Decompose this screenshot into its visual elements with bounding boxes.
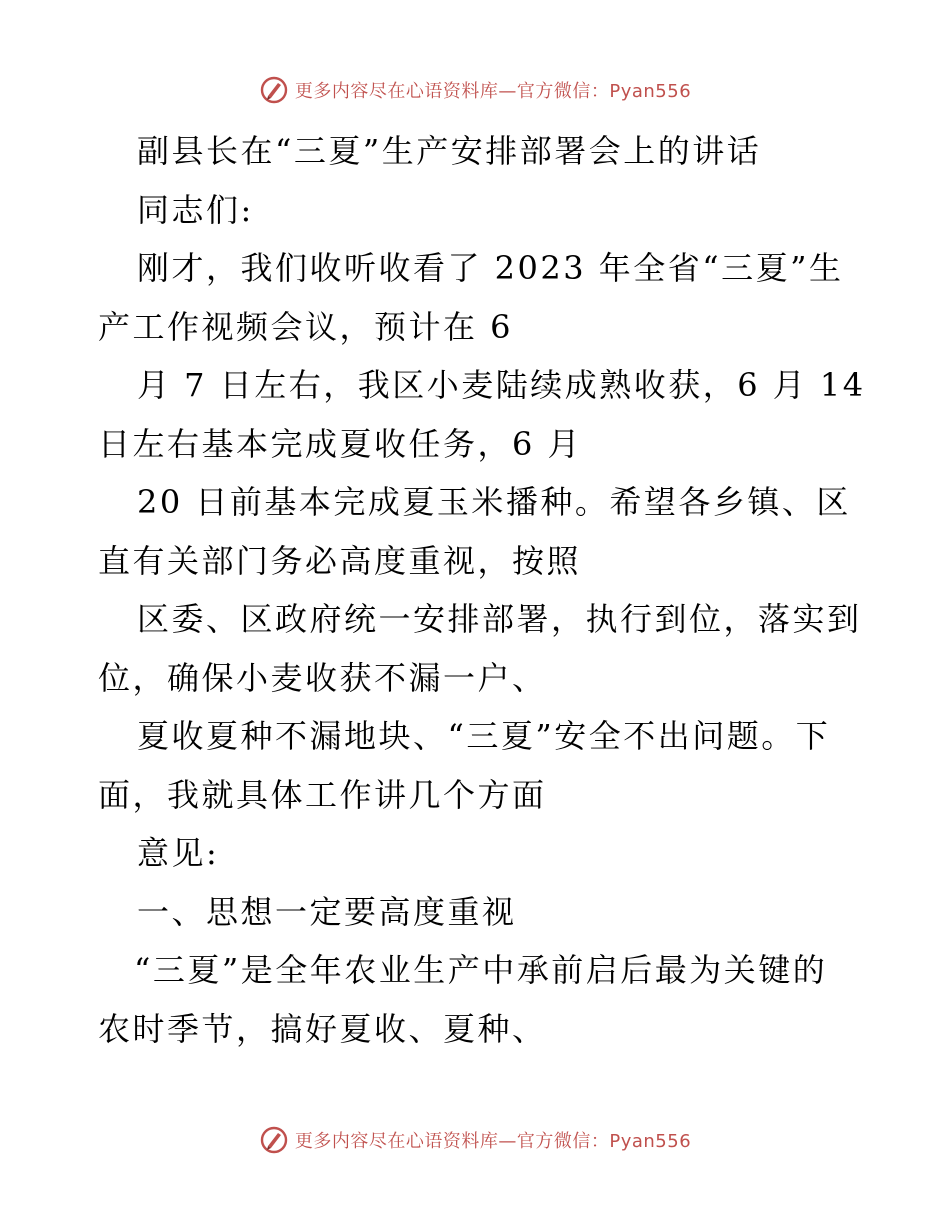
watermark-footer — [0, 1122, 950, 1158]
text-line: 月 7 日左右，我区小麦陆续成熟收获，6 月 14 — [137, 366, 866, 404]
salutation: 同志们: — [137, 190, 254, 229]
document-body — [98, 122, 866, 1058]
text-line: 区委、区政府统一安排部署，执行到位，落实到 — [137, 600, 862, 638]
text-line: 日左右基本完成夏收任务，6 月 — [98, 424, 583, 463]
text-line: 直有关部门务必高度重视，按照 — [98, 541, 582, 580]
watermark-text: 更多内容尽在心语资料库—官方微信：Pyan556 — [294, 81, 692, 102]
watermark-text: 更多内容尽在心语资料库—官方微信：Pyan556 — [294, 1131, 692, 1152]
text-line: 农时季节，搞好夏收、夏种、 — [98, 1009, 547, 1048]
text-line: 夏收夏种不漏地块、“三夏”安全不出问题。下 — [137, 717, 831, 755]
text-line: 位，确保小麦收获不漏一户、 — [98, 658, 547, 697]
text-line: 20 日前基本完成夏玉米播种。希望各乡镇、区 — [137, 483, 851, 521]
document-title: 副县长在“三夏”生产安排部署会上的讲话 — [137, 132, 762, 170]
text-line: 刚才，我们收听收看了 2023 年全省“三夏”生 — [137, 249, 844, 287]
text-line: 面，我就具体工作讲几个方面 — [98, 775, 547, 814]
pen-circle-logo-icon — [259, 1125, 289, 1155]
pen-circle-logo-icon — [259, 75, 289, 105]
text-line: 意见: — [137, 834, 220, 872]
text-line: 产工作视频会议，预计在 6 — [98, 307, 514, 346]
section-heading: 一、思想一定要高度重视 — [137, 892, 517, 931]
watermark-header — [0, 72, 950, 108]
text-line: “三夏”是全年农业生产中承前启后最为关键的 — [134, 951, 828, 989]
